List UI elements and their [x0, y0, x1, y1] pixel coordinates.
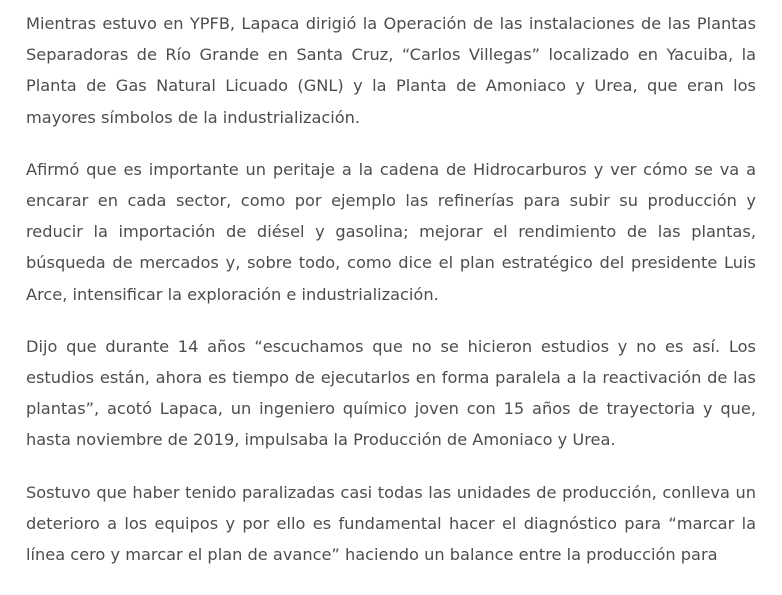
paragraph-1: Mientras estuvo en YPFB, Lapaca dirigió la Operación de las instalaciones de las Plantas Separadoras de Río Grande en Santa Cruz, “Carlos Villegas” localizado en Yacuiba, la Planta de Gas Natural Licuado (GNL) y la Planta de Amoniaco y Urea, que eran los mayores símbolos de la industrialización.: [26, 14, 756, 127]
paragraph-4: Sostuvo que haber tenido paralizadas casi todas las unidades de producción, conlleva un deterioro a los equipos y por ello es fundamental hacer el diagnóstico para “marcar la línea cero y marcar el plan de avance” haciendo un balance entre la producción para: [26, 482, 756, 565]
article-body: [26, 8, 756, 591]
paragraph-3: Dijo que durante 14 años “escuchamos que no se hicieron estudios y no es así. Los estudios están, ahora es tiempo de ejecutarlos en forma paralela a la reactivación de las plantas”, acotó Lapaca, un ingeniero químico joven con 15 años de trayectoria y que, hasta noviembre de 2019, impulsaba la Producción de Amoniaco y Urea.: [26, 336, 756, 450]
paragraph-2: Afirmó que es importante un peritaje a la cadena de Hidrocarburos y ver cómo se va a encarar en cada sector, como por ejemplo las refinerías para subir su producción y reducir la importación de diésel y gasolina; mejorar el rendimiento de las plantas, búsqueda de mercados y, sobre todo, como dice el plan estratégico del presidente Luis Arce, intensificar la exploración e industrialización.: [26, 159, 756, 304]
